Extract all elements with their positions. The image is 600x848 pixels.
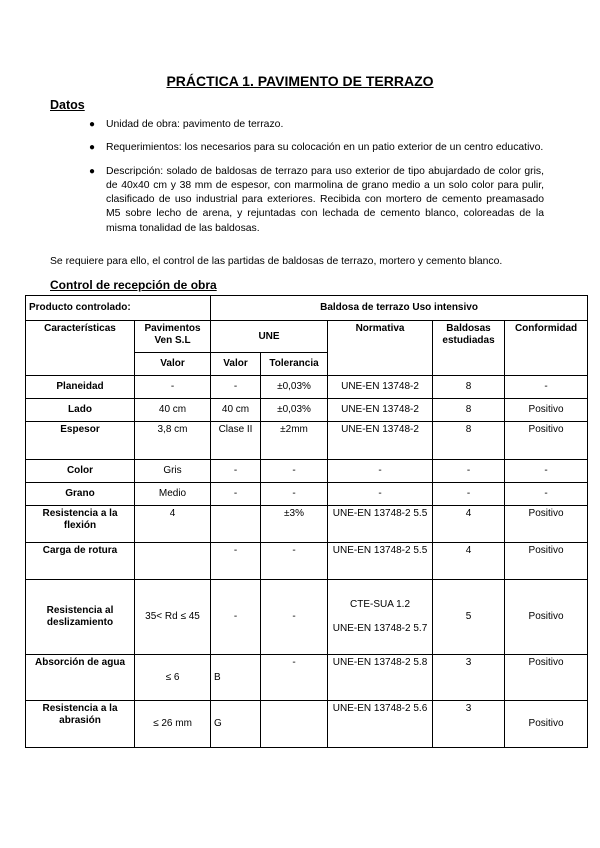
list-item	[88, 141, 544, 155]
bullet-icon: ●	[89, 142, 96, 154]
cell-conformidad: Positivo	[505, 655, 588, 701]
list-item	[88, 118, 544, 132]
cell-tolerancia: ±2mm	[261, 422, 328, 460]
cell-une-valor: -	[211, 543, 261, 580]
cell-une-valor: -	[211, 376, 261, 399]
cell-caracteristica: Espesor	[26, 422, 135, 460]
cell-pavimentos: Gris	[135, 460, 211, 483]
normativa-line: UNE-EN 13748-2 5.7	[332, 623, 428, 634]
header-une-valor: Valor	[211, 353, 261, 376]
cell-baldosas: 3	[433, 701, 505, 748]
bullet-icon: ●	[89, 165, 96, 177]
cell-conformidad: Positivo	[505, 701, 588, 748]
cell-conformidad: Positivo	[505, 399, 588, 422]
cell-tolerancia	[261, 701, 328, 748]
cell-une-valor: B	[211, 655, 261, 701]
header-tolerancia: Tolerancia	[261, 353, 328, 376]
table-row	[26, 506, 588, 543]
cell-pavimentos: ≤ 26 mm	[135, 701, 211, 748]
cell-conformidad: Positivo	[505, 422, 588, 460]
cell-une-valor: G	[211, 701, 261, 748]
table-row	[26, 460, 588, 483]
cell-caracteristica: Resistencia al deslizamiento	[26, 580, 135, 655]
list-item-text: Unidad de obra: pavimento de terrazo.	[106, 119, 284, 130]
table-row	[26, 580, 588, 655]
header-valor: Valor	[135, 353, 211, 376]
header-caracteristicas: Características	[26, 321, 135, 376]
list-item	[88, 165, 544, 236]
control-table	[25, 295, 588, 748]
cell-baldosas: 8	[433, 399, 505, 422]
cell-conformidad: -	[505, 483, 588, 506]
cell-caracteristica: Carga de rotura	[26, 543, 135, 580]
bullet-icon: ●	[89, 119, 96, 130]
cell-pavimentos: Medio	[135, 483, 211, 506]
table-row	[26, 701, 588, 748]
cell-conformidad: Positivo	[505, 580, 588, 655]
cell-normativa	[328, 580, 433, 655]
cell-baldosas: -	[433, 460, 505, 483]
cell-conformidad: Positivo	[505, 543, 588, 580]
table-header-row	[26, 321, 588, 353]
cell-une-valor: -	[211, 580, 261, 655]
cell-baldosas: 4	[433, 506, 505, 543]
table-row	[26, 376, 588, 399]
datos-list	[88, 118, 544, 245]
header-normativa: Normativa	[328, 321, 433, 376]
datos-heading: Datos	[50, 98, 85, 112]
header-baldosas: Baldosas estudiadas	[433, 321, 505, 376]
producto-label: Producto controlado:	[26, 296, 211, 321]
page-title: PRÁCTICA 1. PAVIMENTO DE TERRAZO	[166, 73, 434, 89]
producto-value: Baldosa de terrazo Uso intensivo	[211, 296, 588, 321]
cell-pavimentos: ≤ 6	[135, 655, 211, 701]
cell-caracteristica: Resistencia a la flexión	[26, 506, 135, 543]
cell-pavimentos: 40 cm	[135, 399, 211, 422]
header-pavimentos: Pavimentos Ven S.L	[135, 321, 211, 353]
cell-pavimentos: 4	[135, 506, 211, 543]
cell-caracteristica: Absorción de agua	[26, 655, 135, 701]
cell-pavimentos: 3,8 cm	[135, 422, 211, 460]
cell-normativa: UNE-EN 13748-2 5.5	[328, 543, 433, 580]
cell-tolerancia: ±0,03%	[261, 376, 328, 399]
cell-tolerancia: -	[261, 483, 328, 506]
control-heading: Control de recepción de obra	[50, 278, 217, 292]
cell-baldosas: 4	[433, 543, 505, 580]
cell-caracteristica: Lado	[26, 399, 135, 422]
cell-normativa: -	[328, 483, 433, 506]
cell-baldosas: 3	[433, 655, 505, 701]
header-conformidad: Conformidad	[505, 321, 588, 376]
cell-une-valor: Clase II	[211, 422, 261, 460]
table-row	[26, 655, 588, 701]
cell-normativa: UNE-EN 13748-2 5.8	[328, 655, 433, 701]
cell-baldosas: 8	[433, 376, 505, 399]
cell-tolerancia: -	[261, 580, 328, 655]
table-row	[26, 399, 588, 422]
cell-normativa: UNE-EN 13748-2	[328, 376, 433, 399]
cell-normativa: UNE-EN 13748-2 5.5	[328, 506, 433, 543]
cell-tolerancia: -	[261, 460, 328, 483]
cell-caracteristica: Grano	[26, 483, 135, 506]
cell-tolerancia: -	[261, 543, 328, 580]
cell-normativa: UNE-EN 13748-2	[328, 422, 433, 460]
cell-baldosas: -	[433, 483, 505, 506]
cell-conformidad: -	[505, 376, 588, 399]
cell-tolerancia: -	[261, 655, 328, 701]
cell-tolerancia: ±3%	[261, 506, 328, 543]
cell-caracteristica: Resistencia a la abrasión	[26, 701, 135, 748]
cell-une-valor: 40 cm	[211, 399, 261, 422]
cell-baldosas: 8	[433, 422, 505, 460]
table-row	[26, 483, 588, 506]
cell-caracteristica: Planeidad	[26, 376, 135, 399]
cell-normativa: UNE-EN 13748-2 5.6	[328, 701, 433, 748]
normativa-line: CTE-SUA 1.2	[350, 599, 411, 610]
table-row	[26, 422, 588, 460]
cell-pavimentos	[135, 543, 211, 580]
cell-conformidad: Positivo	[505, 506, 588, 543]
cell-pavimentos: -	[135, 376, 211, 399]
cell-pavimentos: 35< Rd ≤ 45	[135, 580, 211, 655]
requirement-text: Se requiere para ello, el control de las partidas de baldosas de terrazo, mortero y cemento blanco.	[50, 256, 503, 267]
cell-normativa: -	[328, 460, 433, 483]
table-row	[26, 543, 588, 580]
list-item-text: Descripción: solado de baldosas de terrazo para uso exterior de tipo abujardado de color gris, de 40x40 cm y 38 mm de espesor, con marmolina de grano medio a un solo color para pulir, clasificado de uso industrial para exteriores. Recibida con mortero de cemento preamasado M5 sobre lecho de arena, y rejuntadas con lechada de cemento blanco, coloreadas de la misma tonalidad de las baldosas.	[106, 165, 544, 234]
cell-une-valor	[211, 506, 261, 543]
cell-une-valor: -	[211, 483, 261, 506]
cell-conformidad: -	[505, 460, 588, 483]
list-item-text: Requerimientos: los necesarios para su colocación en un patio exterior de un centro educativo.	[106, 142, 544, 154]
cell-caracteristica: Color	[26, 460, 135, 483]
table-row	[26, 296, 588, 321]
header-une: UNE	[211, 321, 328, 353]
cell-normativa: UNE-EN 13748-2	[328, 399, 433, 422]
cell-une-valor: -	[211, 460, 261, 483]
cell-tolerancia: ±0,03%	[261, 399, 328, 422]
cell-baldosas: 5	[433, 580, 505, 655]
